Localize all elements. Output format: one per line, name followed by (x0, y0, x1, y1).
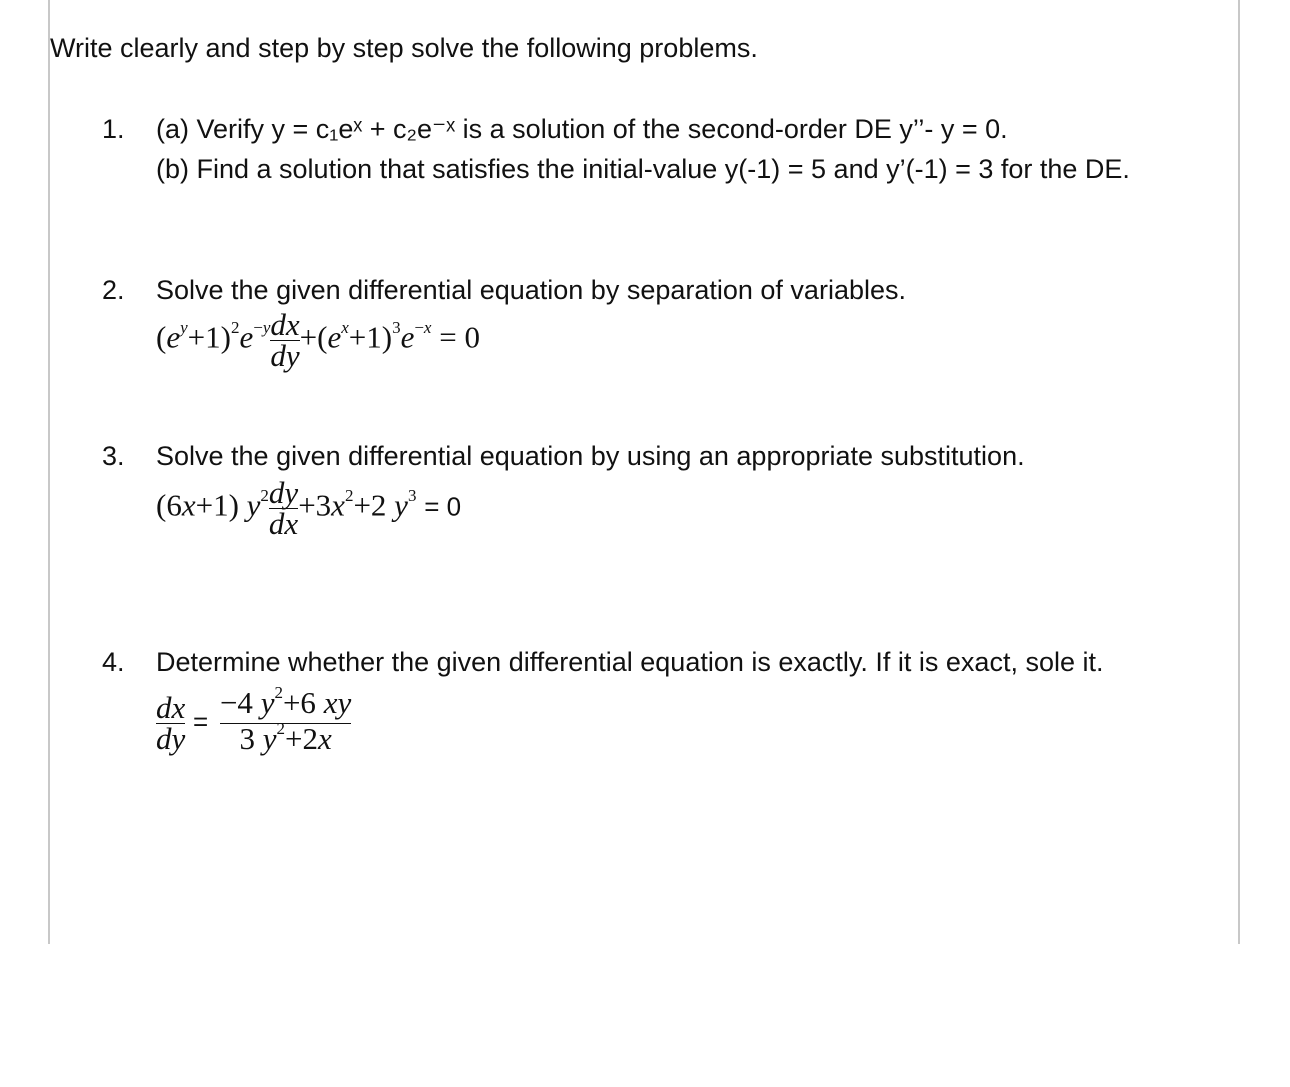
problem-3-equation: (6x+1) $y^2$ $\frac{dy}{dx}$ $+3x^2+2$ $y^3 = 0$ (156, 475, 462, 541)
problem-4-text: Determine whether the given differential equation is exactly. If it is exact, sole it. (156, 647, 1104, 677)
problem-1-part-a: (a) Verify y = c₁eˣ + c₂e⁻ˣ is a solution of the second-order DE y’’- y = 0. (156, 114, 1008, 144)
problem-2-text: Solve the given differential equation by separation of variables. (156, 275, 906, 305)
problem-3-number: 3. (102, 441, 125, 471)
problem-4-equation: $\frac{dx}{dy}$ = $\frac{-4 y^2+6 xy}{3 y^2+2x}$ (156, 688, 355, 759)
problem-2-number: 2. (102, 275, 125, 305)
problem-3-text: Solve the given differential equation by using an appropriate substitution. (156, 441, 1025, 471)
page-border-left (48, 0, 50, 944)
problem-2-equation: $(e^y+1)^2e^{-y}$ $\frac{dx}{dy}$ $+(e^x+1)^3e^{-x} = 0$ (156, 307, 480, 373)
instruction-text: Write clearly and step by step solve the following problems. (50, 33, 758, 63)
problem-1-part-b: (b) Find a solution that satisfies the initial-value y(-1) = 5 and y’(-1) = 3 for the DE. (156, 154, 1130, 184)
problem-4-number: 4. (102, 647, 125, 677)
problem-1-number: 1. (102, 114, 125, 144)
page-border-right (1238, 0, 1240, 944)
